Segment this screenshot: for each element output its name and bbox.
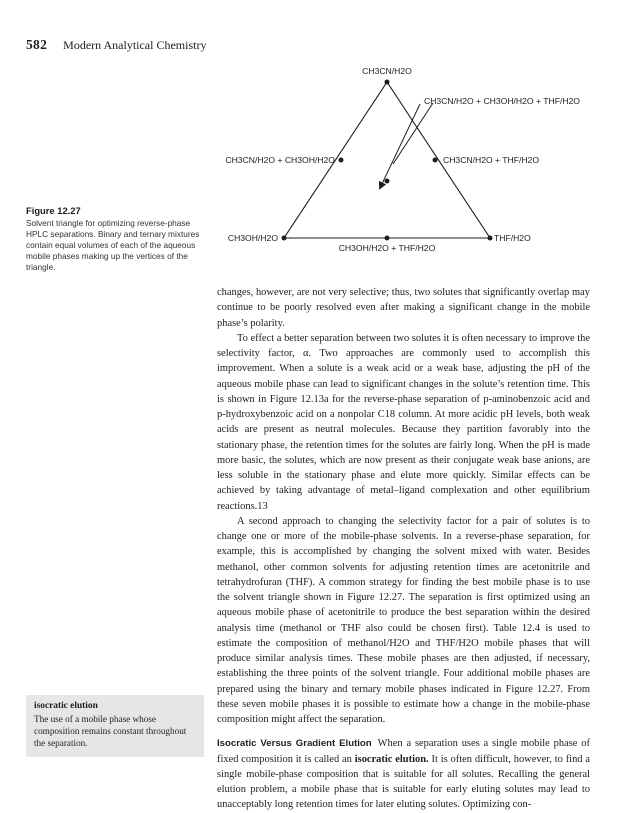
section-heading: Isocratic Versus Gradient Elution [217, 738, 372, 750]
figure-caption [26, 205, 206, 273]
label-bottom-left: CH3OH/H2O [227, 233, 278, 243]
dot-bottom-mid [385, 236, 390, 241]
label-bottom-mid: CH3OH/H2O + THF/H2O [338, 243, 436, 253]
dot-mid-right [433, 158, 438, 163]
dot-center [385, 179, 390, 184]
arrow-line [380, 104, 420, 188]
margin-definition-box [26, 695, 204, 757]
running-title: Modern Analytical Chemistry [63, 38, 207, 52]
label-mid-left: CH3CN/H2O + CH3OH/H2O [225, 155, 335, 165]
vertex-dot-bottom-right [488, 236, 493, 241]
figure-number: Figure 12.27 [26, 205, 81, 216]
pointer-line [393, 103, 433, 164]
label-bottom-right: THF/H2O [494, 233, 531, 243]
margin-term: isocratic elution [34, 701, 98, 711]
paragraph-4-rest: It is often difficult, however, to find a single mobile-phase composition that is suitable for all solutes. Recalling the general elution problem, a mobile phase that is suitable for early eluting solutes may lead to unacceptably long retention times for later eluting solutes. Optimizing con- [217, 753, 591, 811]
vertex-dot-top [385, 80, 390, 85]
key-term: isocratic elution. [354, 753, 429, 765]
vertex-dot-bottom-left [282, 236, 287, 241]
label-top: CH3CN/H2O [362, 66, 412, 76]
label-top-right: CH3CN/H2O + CH3OH/H2O + THF/H2O [424, 96, 580, 106]
figure-caption-text: Solvent triangle for optimizing reverse-phase HPLC separations. Binary and ternary mixtures contain equal volumes of each of the aqueous mobile phases making up the vertices of the triangle. [26, 218, 200, 272]
paragraph-2: To effect a better separation between two solutes it is often necessary to improve the selectivity factor, α. Two approaches are commonly used to accomplish this improvement. When a solute is a weak acid or a weak base, adjusting the pH of the aqueous mobile phase can lead to significant changes in the solute’s retention time. This is shown in Figure 12.13a for the reverse-phase separation of p-aminobenzoic acid and p-hydroxybenzoic acid on a nonpolar C18 column. At more acidic pH levels, both weak acids are present as neutral molecules. Because they partition favorably into the stationary phase, the retention times for the solutes are fairly long. When the pH is made more basic, the solutes, which are now present as their conjugate weak base anions, are less soluble in the stationary phase and elute more quickly. Similar effects can be achieved by taking advantage of metal–ligand complexation and other equilibrium reactions.13 [217, 332, 590, 512]
paragraph-3: A second approach to changing the selectivity factor for a pair of solutes is to change one or more of the mobile-phase solvents. In a reverse-phase separation, for example, this is accomplished by changing the solvent mixed with water. Besides methanol, other common solvents for adjusting retention times are acetonitrile and tetrahydrofuran (THF). A common strategy for finding the best mobile phase is to use the solvent triangle shown in Figure 12.27. The separation is first optimized using an aqueous mobile phase of acetonitrile to produce the best separation within the desired analysis time (methanol or THF also could be chosen first). Table 12.4 is used to estimate the composition of methanol/H2O and THF/H2O mobile phases that will produce similar analysis times. These mobile phases are then adjusted, if necessary, establishing the three points of the solvent triangle. Four additional mobile phases are prepared using the binary and ternary mobile phases indicated in Figure 12.27. From these seven mobile phases it is possible to estimate how a change in the mobile-phase composition might affect the separation. [217, 515, 590, 725]
page-number: 582 [26, 37, 48, 52]
body-text [217, 285, 590, 813]
dot-mid-left [339, 158, 344, 163]
margin-definition: The use of a mobile phase whose composition remains constant throughout the separation. [34, 714, 187, 748]
paragraph-4-lead: When a separation uses a single mobile phase of fixed composition it is called an [217, 738, 590, 765]
label-mid-right: CH3CN/H2O + THF/H2O [443, 155, 540, 165]
paragraph-1: changes, however, are not very selective; thus, two solutes that significantly overlap may continue to be poorly resolved even after making a significant change in the mobile phase’s polarity. [217, 287, 590, 329]
paragraph-4 [217, 736, 590, 812]
